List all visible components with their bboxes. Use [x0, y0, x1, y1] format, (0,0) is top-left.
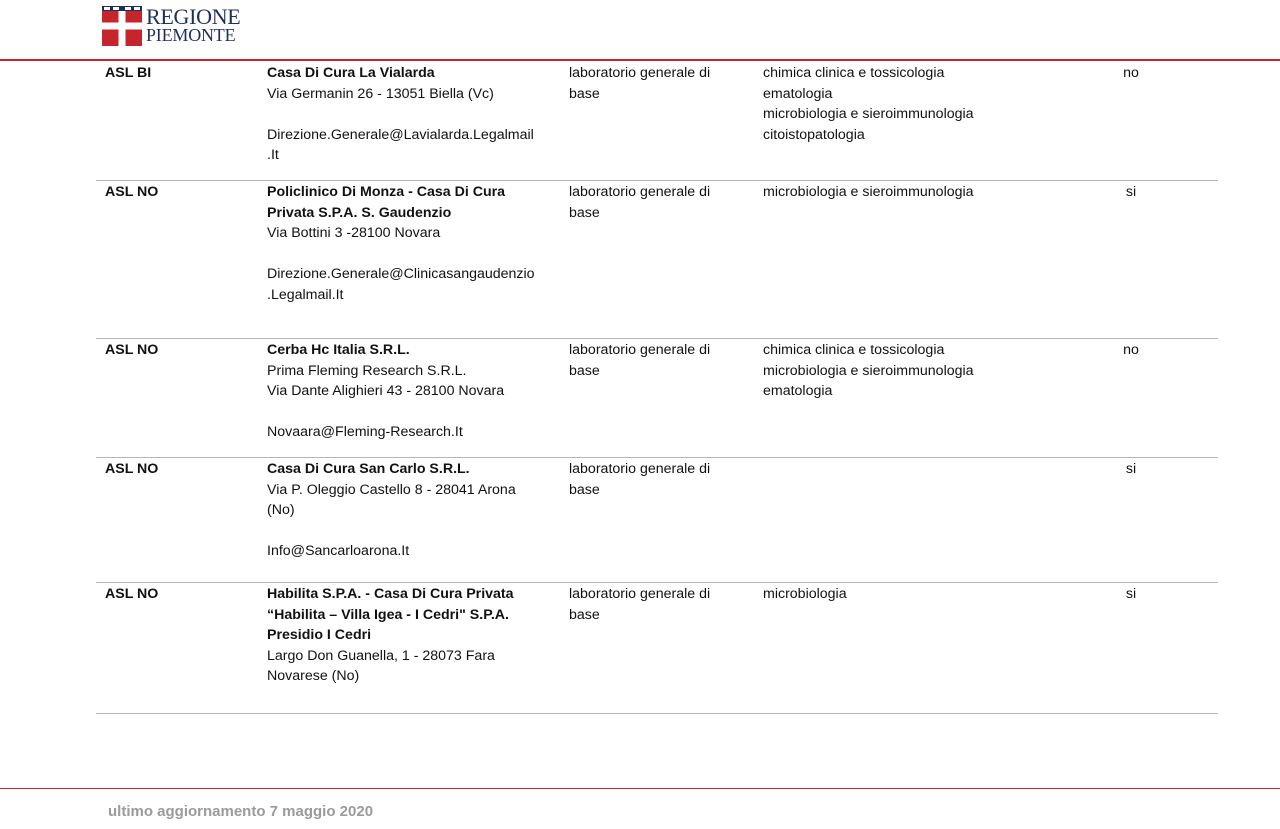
logo-wordmark	[146, 4, 241, 45]
lab-type-cell	[569, 340, 739, 381]
footer-divider	[0, 788, 1280, 789]
facility-address: Via Bottini 3 -28100 Novara	[267, 225, 441, 242]
lab-type-cell	[569, 182, 739, 223]
specialty-item: microbiologia e sieroimmunologia	[763, 184, 974, 200]
specialty-item: microbiologia e sieroimmunologia	[763, 106, 974, 123]
blank-line	[267, 402, 557, 423]
piemonte-flag-icon	[102, 6, 142, 46]
specialty-item: ematologia	[763, 383, 833, 400]
blank-line	[267, 244, 557, 265]
facility-address: Via Dante Alighieri 43 - 28100 Novara	[267, 383, 505, 400]
facility-address: Prima Fleming Research S.R.L.	[267, 362, 467, 379]
specialties-cell	[763, 63, 1063, 145]
specialties-cell	[763, 340, 1063, 402]
facility-cell	[267, 63, 557, 166]
specialty-item: citoistopatologia	[763, 126, 865, 143]
facility-email: Novaara@Fleming-Research.It	[267, 424, 463, 441]
lab-type-text: base	[569, 606, 600, 623]
facility-email: Direzione.Generale@Lavialarda.Legalmail	[267, 126, 534, 143]
lab-type-text: base	[569, 481, 600, 498]
table-row	[96, 339, 1218, 458]
blank-line	[267, 104, 557, 125]
lab-type-text: laboratorio generale di	[569, 184, 711, 200]
specialties-cell	[763, 584, 1063, 605]
facility-address: Novarese (No)	[267, 668, 360, 685]
specialty-item: ematologia	[763, 85, 833, 102]
header-divider	[0, 59, 1280, 61]
facility-email: .Legalmail.It	[267, 286, 344, 303]
facility-address: Via P. Oleggio Castello 8 - 28041 Arona	[267, 481, 516, 498]
facility-address: Largo Don Guanella, 1 - 28073 Fara	[267, 647, 495, 664]
asl-cell: ASL NO	[105, 461, 159, 477]
asl-cell: ASL NO	[105, 184, 159, 200]
asl-cell: ASL NO	[105, 586, 159, 602]
asl-cell: ASL BI	[105, 65, 152, 81]
specialty-item: microbiologia	[763, 586, 847, 602]
facility-name: Casa Di Cura La Vialarda	[267, 65, 435, 81]
asl-cell: ASL NO	[105, 342, 159, 358]
logo-line-1: REGIONE	[146, 4, 241, 29]
specialty-item: chimica clinica e tossicologia	[763, 342, 945, 358]
region-logo	[102, 6, 240, 46]
table-row	[96, 458, 1218, 583]
specialty-item: microbiologia e sieroimmunologia	[763, 362, 974, 379]
facility-address: (No)	[267, 502, 295, 519]
laboratory-table	[96, 62, 1218, 714]
facility-email: .It	[267, 147, 279, 164]
logo-line-2: PIEMONTE	[146, 25, 236, 45]
table-row	[96, 583, 1218, 714]
lab-type-text: laboratorio generale di	[569, 586, 711, 602]
flag-cell: no	[1123, 342, 1139, 358]
facility-cell	[267, 340, 557, 443]
facility-cell	[267, 182, 557, 306]
lab-type-text: base	[569, 85, 600, 102]
facility-name: Presidio I Cedri	[267, 627, 372, 644]
facility-cell	[267, 459, 557, 562]
table-row	[96, 62, 1218, 181]
lab-type-text: laboratorio generale di	[569, 461, 711, 477]
flag-cell: si	[1125, 461, 1137, 477]
lab-type-cell	[569, 459, 739, 500]
flag-cell: no	[1123, 65, 1139, 81]
lab-type-text: base	[569, 362, 600, 379]
facility-name: Privata S.P.A. S. Gaudenzio	[267, 204, 452, 221]
lab-type-text: laboratorio generale di	[569, 342, 711, 358]
facility-name: Policlinico Di Monza - Casa Di Cura	[267, 184, 506, 200]
facility-address: Via Germanin 26 - 13051 Biella (Vc)	[267, 85, 494, 102]
lab-type-cell	[569, 63, 739, 104]
table-row	[96, 181, 1218, 339]
blank-line	[267, 521, 557, 542]
specialty-item: chimica clinica e tossicologia	[763, 65, 945, 81]
last-updated-note: ultimo aggiornamento 7 maggio 2020	[108, 803, 374, 820]
lab-type-text: laboratorio generale di	[569, 65, 711, 81]
facility-cell	[267, 584, 557, 687]
facility-name: Casa Di Cura San Carlo S.R.L.	[267, 461, 470, 477]
facility-email: Direzione.Generale@Clinicasangaudenzio	[267, 266, 535, 283]
facility-name: Cerba Hc Italia S.R.L.	[267, 342, 410, 358]
flag-cell: si	[1125, 184, 1137, 200]
lab-type-cell	[569, 584, 739, 625]
flag-cell: si	[1125, 586, 1137, 602]
lab-type-text: base	[569, 204, 600, 221]
facility-name: Habilita S.P.A. - Casa Di Cura Privata	[267, 586, 514, 602]
facility-name: “Habilita – Villa Igea - I Cedri" S.P.A.	[267, 606, 509, 623]
facility-email: Info@Sancarloarona.It	[267, 543, 410, 560]
specialties-cell	[763, 182, 1063, 203]
